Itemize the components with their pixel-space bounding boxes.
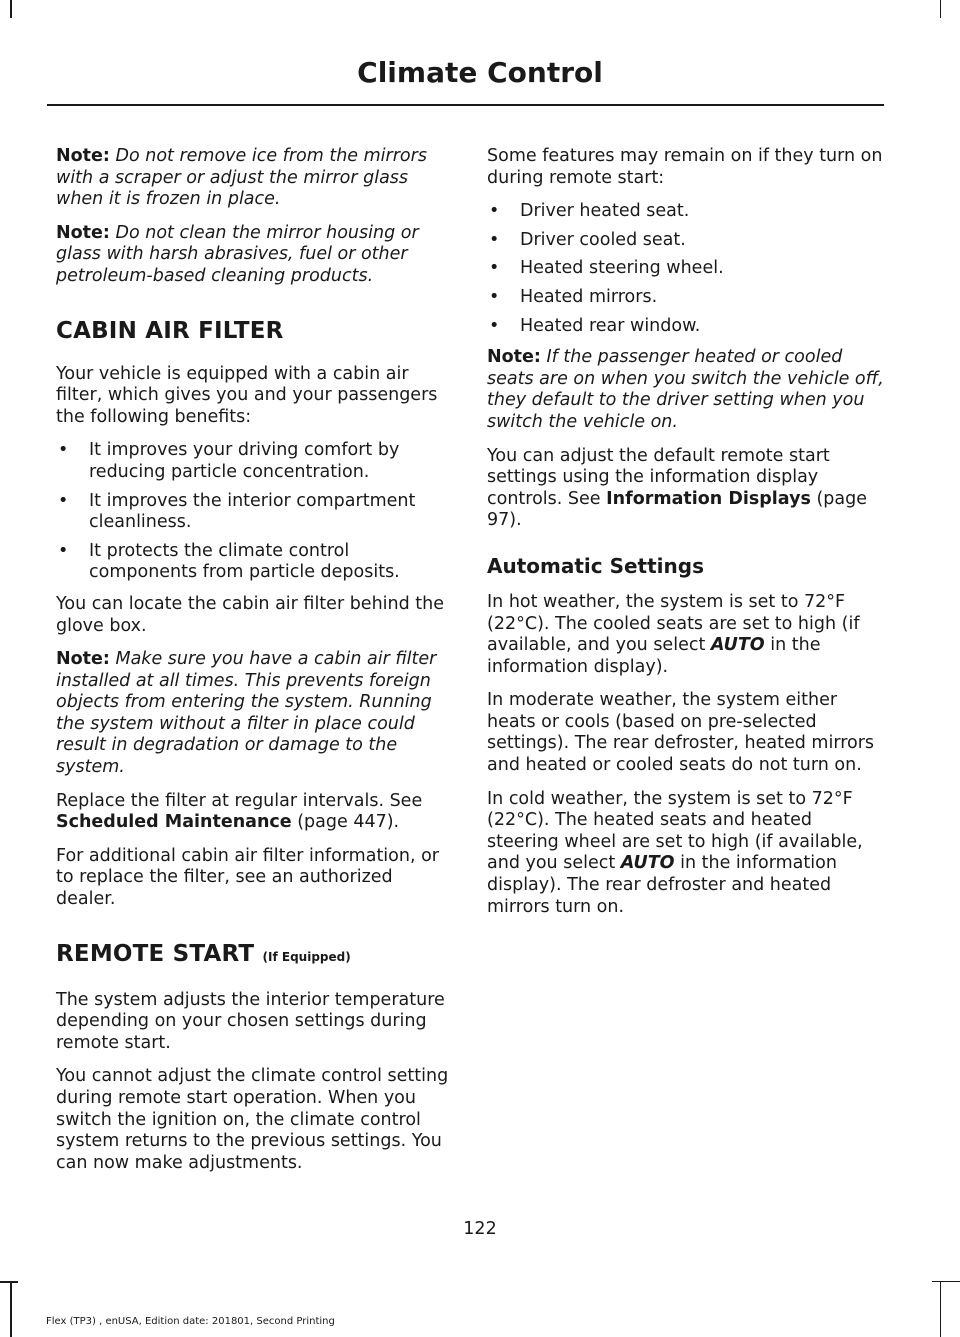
note: Note: If the passenger heated or cooled seats are on when you switch the vehicle off, they default to the driver setting when you switch the vehicle on. — [487, 347, 884, 432]
list-item: • Driver cooled seat. — [489, 229, 686, 250]
link-scheduled-maintenance[interactable]: Scheduled Maintenance — [56, 812, 292, 833]
crop-mark — [940, 0, 941, 18]
remote-start-features-list — [487, 201, 887, 337]
page-number: 122 — [463, 1219, 497, 1239]
page-title: Climate Control — [357, 56, 603, 89]
list-item: • Driver heated seat. — [489, 201, 690, 222]
bullet-icon: • — [489, 286, 500, 307]
list-item: • Heated rear window. — [489, 315, 701, 336]
crop-mark — [10, 1282, 12, 1337]
paragraph: You can locate the cabin air filter behind the glove box. — [56, 593, 445, 636]
list-item: • It protects the climate control components from particle deposits. — [58, 540, 400, 583]
paragraph: Replace the filter at regular intervals. See Scheduled Maintenance (page 447). — [56, 790, 423, 833]
section-heading-remote-start: REMOTE START (If Equipped) — [56, 940, 351, 967]
left-column — [56, 146, 454, 1186]
right-column — [487, 146, 887, 930]
bullet-icon: • — [58, 440, 69, 461]
paragraph: In hot weather, the system is set to 72°F (22°C). The cooled seats are set to high (if available, and you select AUTO in the information display). — [487, 591, 860, 677]
bullet-icon: • — [489, 229, 500, 250]
crop-mark — [940, 1282, 941, 1337]
bullet-icon: • — [489, 258, 500, 279]
paragraph: Your vehicle is equipped with a cabin air filter, which gives you and your passengers the following benefits: — [56, 363, 438, 427]
paragraph: In cold weather, the system is set to 72°F (22°C). The heated seats and heated steering wheel are set to high (if available, and you select AUTO in the information display). The rear defroster and heated mirrors turn on. — [487, 788, 863, 917]
bullet-icon: • — [58, 540, 69, 561]
section-heading-cabin-air-filter: CABIN AIR FILTER — [56, 317, 284, 344]
auto-label: AUTO — [710, 635, 765, 656]
list-item: • Heated steering wheel. — [489, 258, 724, 279]
note: Note: Make sure you have a cabin air filter installed at all times. This prevents foreign objects from entering the system. Running the system without a filter in place could result in degradation or damage to the system. — [56, 649, 437, 778]
link-information-displays[interactable]: Information Displays — [606, 488, 811, 509]
list-item: • It improves the interior compartment cleanliness. — [58, 490, 416, 533]
header-divider — [47, 104, 884, 106]
crop-mark — [10, 0, 12, 18]
footer-edition-info: Flex (TP3) , enUSA, Edition date: 201801, Second Printing — [46, 1316, 335, 1327]
auto-label: AUTO — [620, 853, 675, 874]
note: Note: Do not clean the mirror housing or glass with harsh abrasives, fuel or other petroleum-based cleaning products. — [56, 222, 419, 286]
bullet-icon: • — [58, 490, 69, 511]
paragraph: The system adjusts the interior temperature depending on your chosen settings during remote start. — [56, 989, 445, 1053]
paragraph: You can adjust the default remote start settings using the information display controls. See Information Displays (page 97). — [487, 445, 867, 531]
bullet-icon: • — [489, 201, 500, 222]
bullet-icon: • — [489, 315, 500, 336]
paragraph: In moderate weather, the system either heats or cools (based on pre-selected settings). The rear defroster, heated mirrors and heated or cooled seats do not turn on. — [487, 690, 875, 776]
paragraph: You cannot adjust the climate control setting during remote start operation. When you switch the ignition on, the climate control system returns to the previous settings. You can now make adjustments. — [56, 1066, 449, 1173]
benefits-list — [56, 440, 454, 584]
paragraph: Some features may remain on if they turn on during remote start: — [487, 146, 883, 188]
list-item: • It improves your driving comfort by reducing particle concentration. — [58, 440, 400, 482]
crop-mark — [0, 1281, 18, 1283]
crop-mark — [932, 1281, 960, 1282]
paragraph: For additional cabin air filter information, or to replace the filter, see an authorized dealer. — [56, 845, 439, 910]
list-item: • Heated mirrors. — [489, 286, 658, 307]
subheading-automatic-settings: Automatic Settings — [487, 553, 704, 578]
note: Note: Do not remove ice from the mirrors with a scraper or adjust the mirror glass when it is frozen in place. — [56, 146, 427, 210]
